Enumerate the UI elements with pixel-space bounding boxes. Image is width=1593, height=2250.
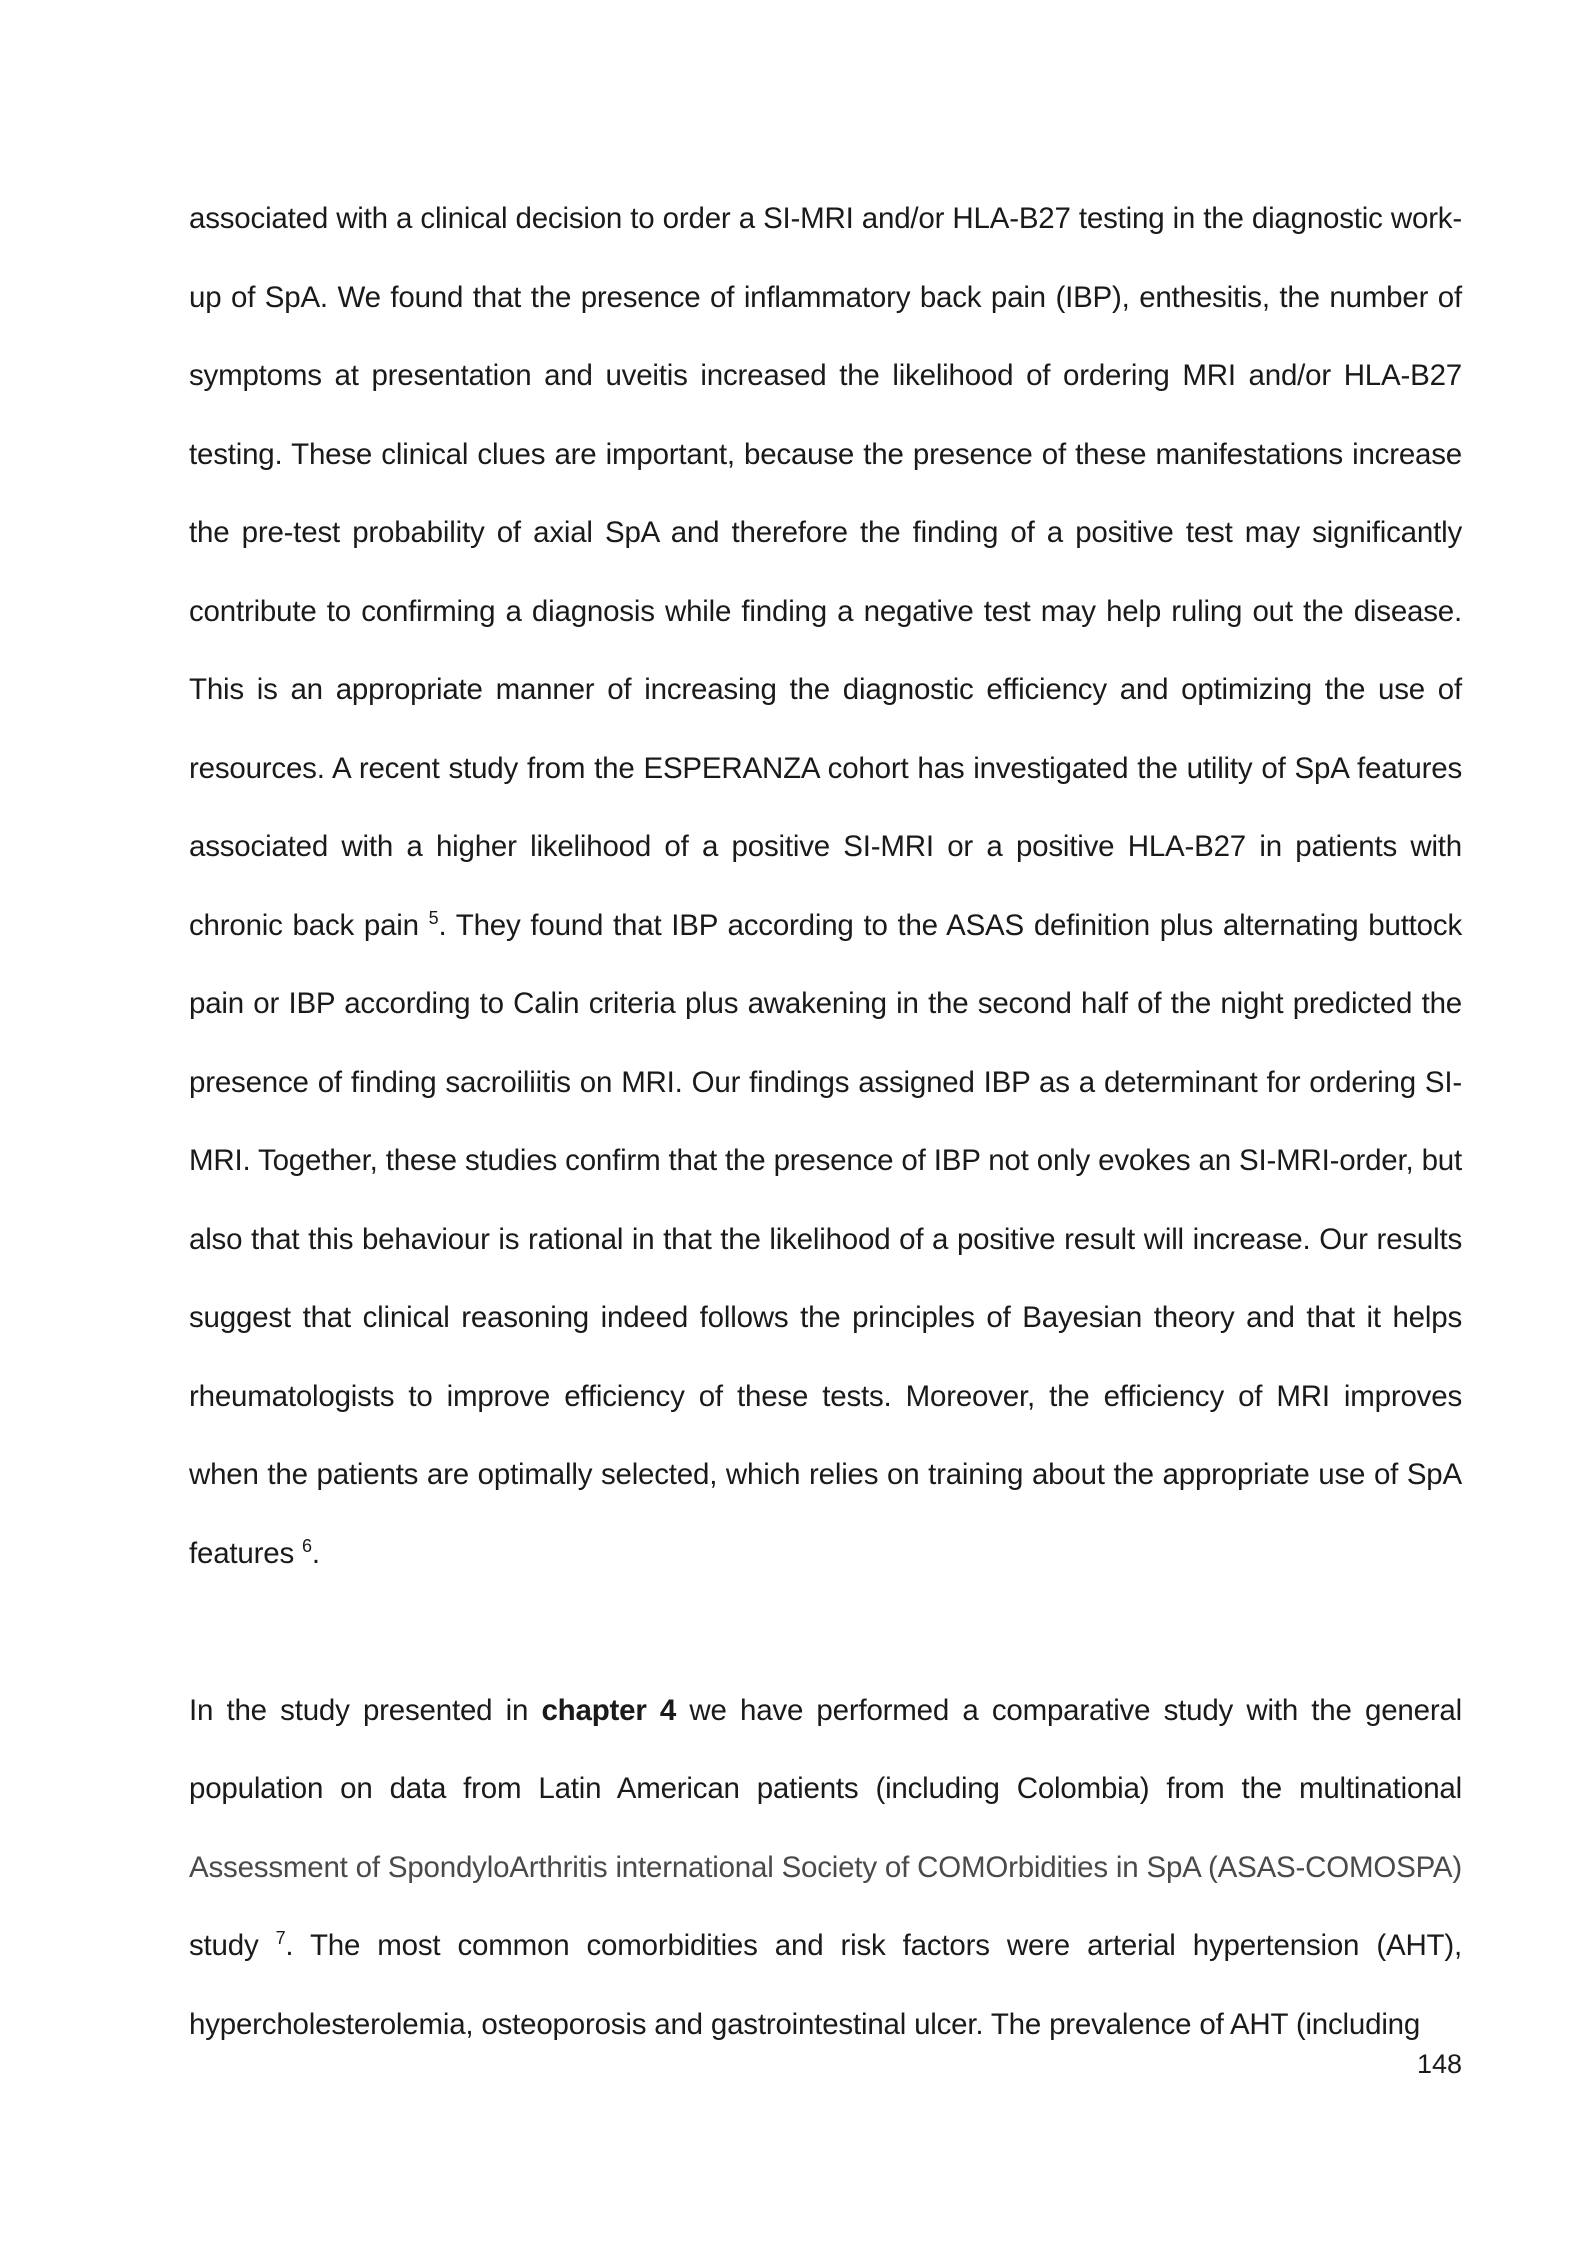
citation-5: 5 bbox=[428, 907, 439, 928]
paragraph-1 bbox=[189, 180, 1462, 1593]
paragraph-2 bbox=[189, 1672, 1462, 2065]
chapter-reference: chapter 4 bbox=[541, 1693, 677, 1727]
asas-comospa-name: Assessment of SpondyloArthritis international Society of COMOrbidities in SpA (ASAS-COMOSPA) bbox=[189, 1850, 1462, 1884]
paragraph-2-text-a: In the study presented in bbox=[189, 1693, 542, 1727]
paragraph-2-text-d: . The most common comorbidities and risk factors were arterial hypertension (AHT), hypercholesterolemia, osteoporosis and gastrointestinal ulcer. The prevalence of AHT (including bbox=[189, 1929, 1462, 2041]
body-text bbox=[189, 180, 1462, 2064]
paragraph-2-text-c: study bbox=[189, 1929, 276, 1962]
paragraph-2-text-b: we have performed a comparative study with the general population on data from Latin American patients (including Colombia) from the multinational bbox=[189, 1693, 1462, 1805]
citation-7: 7 bbox=[275, 1928, 286, 1949]
page-number: 148 bbox=[1416, 2049, 1462, 2079]
paragraph-1-text-a: associated with a clinical decision to order a SI-MRI and/or HLA-B27 testing in the diagnostic work-up of SpA. We found that the presence of inflammatory back pain (IBP), enthesitis, the number of symptoms at presentation and uveitis increased the likelihood of ordering MRI and/or HLA-B27 testing. These clinical clues are important, because the presence of these manifestations increase the pre-test probability of axial SpA and therefore the finding of a positive test may significantly contribute to confirming a diagnosis while finding a negative test may help ruling out the disease. This is an appropriate manner of increasing the diagnostic efficiency and optimizing the use of resources. A recent study from the ESPERANZA cohort has investigated the utility of SpA features associated with a higher likelihood of a positive SI-MRI or a positive HLA-B27 in patients with chronic back pain bbox=[189, 202, 1462, 942]
paragraph-1-end: . bbox=[311, 1536, 320, 1570]
citation-6: 6 bbox=[302, 1535, 312, 1556]
paragraph-1-text-b: . They found that IBP according to the ASAS definition plus alternating buttock pain or IBP according to Calin criteria plus awakening in the second half of the night predicted the presence of finding sacroiliitis on MRI. Our findings assigned IBP as a determinant for ordering SI-MRI. Together, these studies confirm that the presence of IBP not only evokes an SI-MRI-order, but also that this behaviour is rational in that the likelihood of a positive result will increase. Our results suggest that clinical reasoning indeed follows the principles of Bayesian theory and that it helps rheumatologists to improve efficiency of these tests. Moreover, the efficiency of MRI improves when the patients are optimally selected, which relies on training about the appropriate use of SpA features bbox=[189, 908, 1462, 1570]
